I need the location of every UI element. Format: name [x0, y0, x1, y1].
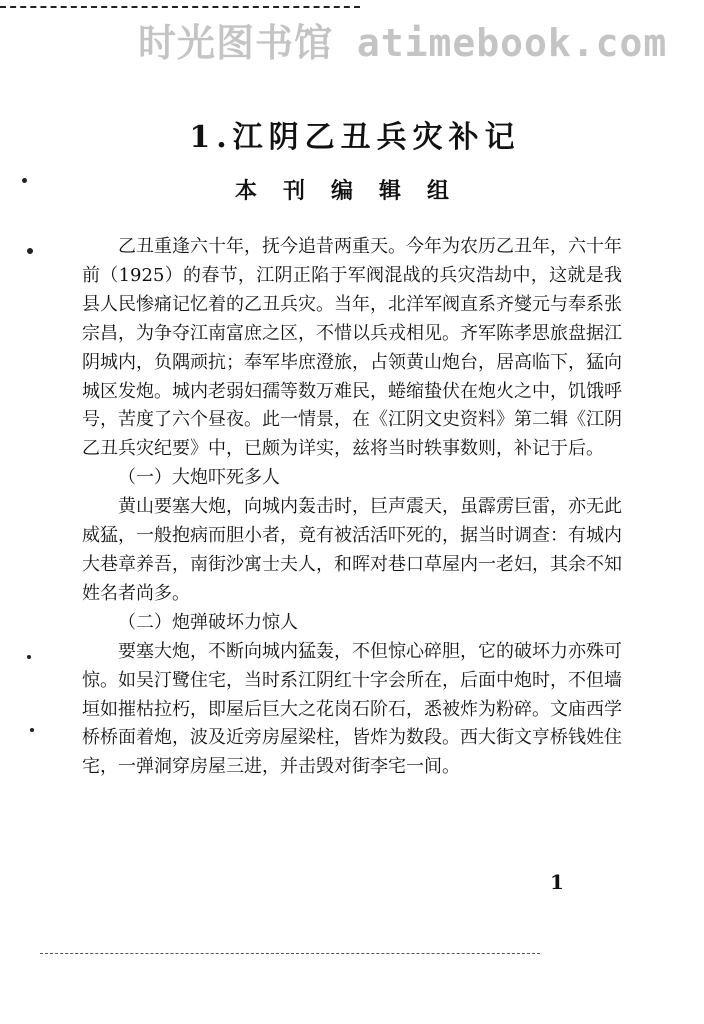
section-heading-1: （一）大炮吓死多人	[118, 467, 280, 489]
margin-speck	[22, 178, 27, 183]
section-heading-2: （二）炮弹破坏力惊人	[118, 611, 298, 633]
page-number: 1	[550, 870, 564, 894]
margin-speck	[27, 248, 33, 254]
article-title: 1.江阴乙丑兵灾补记	[189, 120, 521, 155]
paragraph-section-2: 要塞大炮，不断向城内猛轰，不但惊心碎胆，它的破坏力亦殊可惊。如吴汀鹭住宅，当时系江阴红十字会所在，后面中炮时，不但墙垣如摧枯拉朽，即屋后巨大之花岗石阶石，悉被炸为粉碎。文庙西学桥桥面着炮，波及近旁房屋梁柱，皆炸为数段。西大街文亨桥钱姓住宅，一弹洞穿房屋三进，并击毁对街李宅一间。	[82, 640, 622, 778]
byline: 本刊编辑组	[234, 178, 475, 204]
margin-speck	[27, 655, 31, 659]
article-body	[82, 233, 622, 782]
paragraph-intro: 乙丑重逢六十年，抚今追昔两重天。今年为农历乙丑年，六十年前（1925）的春节，江阴正陷于军阀混战的兵灾浩劫中，这就是我县人民惨痛记忆着的乙丑兵灾。当年，北洋军阀直系齐燮元与奉系张宗昌，为争夺江南富庶之区，不惜以兵戎相见。齐军陈孝思旅盘据江阴城内，负隅顽抗；奉军毕庶澄旅，占领黄山炮台，居高临下，猛向城区发炮。城内老弱妇孺等数万难民，蜷缩蛰伏在炮火之中，饥饿呼号，苦度了六个昼夜。此一情景，在《江阴文史资料》第二辑《江阴乙丑兵灾纪要》中，已颇为详实，兹将当时轶事数则，补记于后。	[82, 236, 622, 460]
watermark: 时光图书馆 atimebook.com	[138, 21, 668, 65]
bottom-rule	[40, 953, 540, 954]
margin-speck	[30, 728, 34, 732]
paragraph-section-1: 黄山要塞大炮，向城内轰击时，巨声震天，虽霹雳巨雷，亦无此威猛，一般抱病而胆小者，竟有被活活吓死的，据当时调查：有城内大巷章养吾，南街沙寓士夫人，和晖对巷口草屋内一老妇，其余不知姓名者尚多。	[82, 496, 622, 604]
